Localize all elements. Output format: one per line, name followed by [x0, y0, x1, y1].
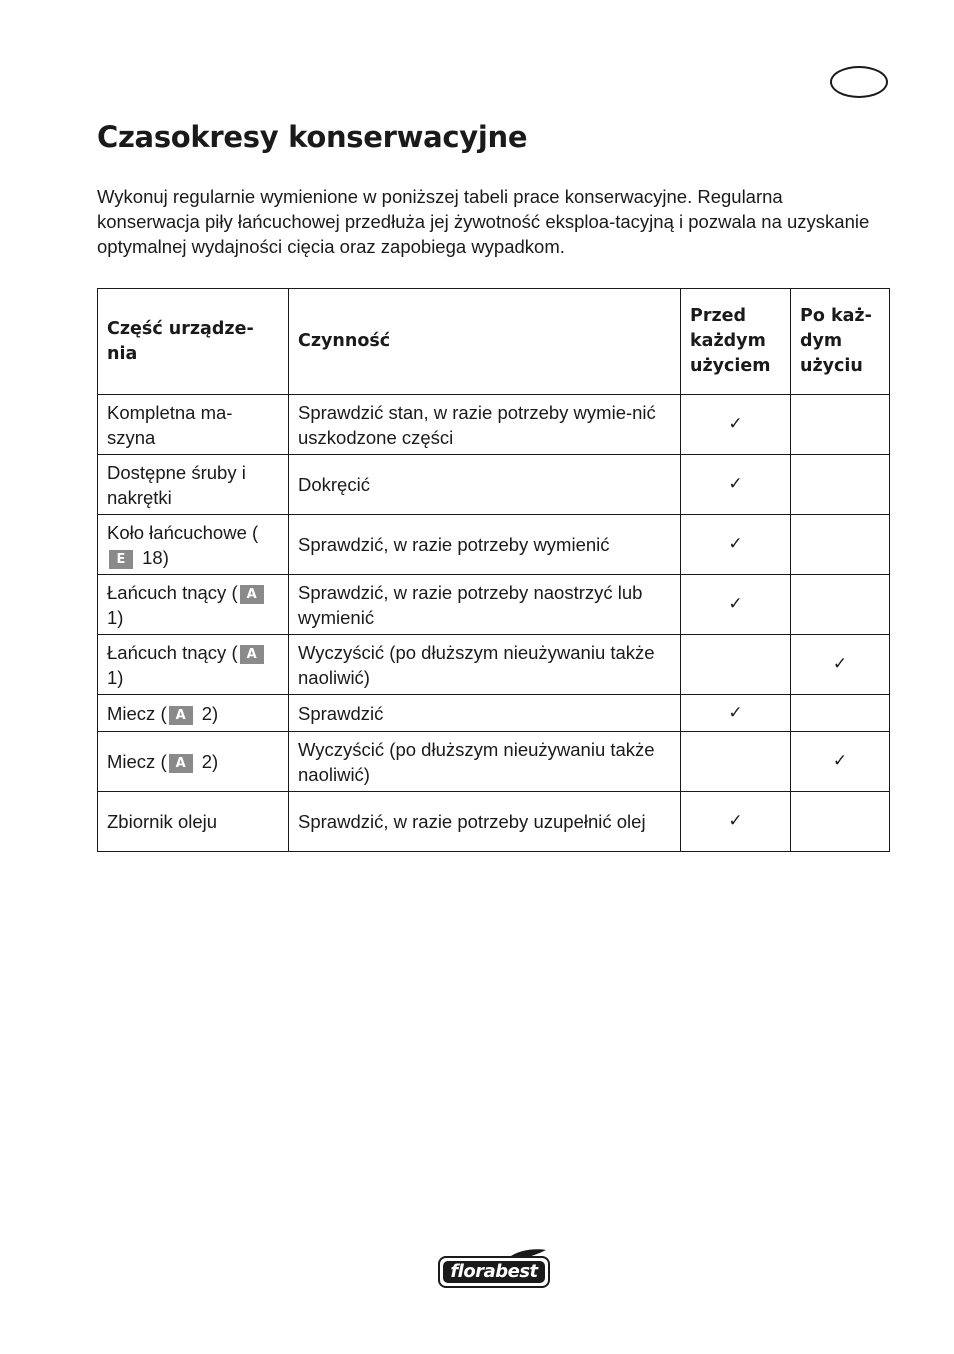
figure-badge: A — [240, 585, 264, 604]
part-label: Dostępne śruby i nakrętki — [107, 461, 246, 508]
figure-badge: A — [169, 706, 193, 725]
before-use-check-icon: ✓ — [681, 395, 791, 455]
part-cell — [98, 395, 289, 455]
after-use-check-icon: ✓ — [791, 732, 890, 792]
part-cell — [98, 635, 289, 695]
page-title: Czasokresy konserwacyjne — [97, 120, 528, 154]
florabest-logo — [438, 1248, 550, 1290]
table-row — [98, 732, 890, 792]
table-header-row — [98, 289, 890, 395]
part-cell — [98, 695, 289, 732]
part-figure-ref: 1) — [107, 666, 124, 688]
part-figure-ref: 2) — [196, 702, 219, 724]
part-label: Zbiornik oleju — [107, 811, 218, 832]
table-row — [98, 792, 890, 852]
table-row — [98, 395, 890, 455]
part-cell — [98, 792, 289, 852]
action-cell: Wyczyścić (po dłuższym nieużywaniu także naoliwić) — [289, 635, 681, 695]
header-after-each-use: Po każ-dym użyciu — [791, 289, 890, 395]
figure-badge: A — [240, 645, 264, 664]
part-label: Łańcuch tnący ( — [107, 641, 238, 663]
part-label: Kompletna ma-szyna — [107, 401, 233, 448]
action-cell: Sprawdzić, w razie potrzeby uzupełnić olej — [289, 792, 681, 852]
action-cell: Wyczyścić (po dłuższym nieużywaniu także naoliwić) — [289, 732, 681, 792]
before-use-check-icon: ✓ — [681, 455, 791, 515]
table-row — [98, 695, 890, 732]
header-action: Czynność — [289, 289, 681, 395]
action-cell: Sprawdzić, w razie potrzeby wymienić — [289, 515, 681, 575]
part-cell — [98, 515, 289, 575]
table-row — [98, 575, 890, 635]
header-part: Część urządze-nia — [98, 289, 289, 395]
part-label: Miecz ( — [107, 751, 167, 772]
language-marker-oval — [830, 66, 888, 98]
table-row — [98, 515, 890, 575]
action-cell: Sprawdzić — [289, 695, 681, 732]
part-label: Łańcuch tnący ( — [107, 581, 238, 603]
after-use-check-icon — [791, 695, 890, 732]
part-cell — [98, 455, 289, 515]
part-label: Koło łańcuchowe ( — [107, 521, 259, 543]
after-use-check-icon — [791, 792, 890, 852]
before-use-check-icon — [681, 732, 791, 792]
part-cell — [98, 575, 289, 635]
after-use-check-icon — [791, 575, 890, 635]
part-figure-ref: 2) — [196, 751, 219, 772]
table-row — [98, 635, 890, 695]
part-cell — [98, 732, 289, 792]
part-figure-ref: 1) — [107, 606, 124, 628]
figure-badge: A — [169, 754, 193, 773]
after-use-check-icon — [791, 395, 890, 455]
part-figure-ref: 18) — [137, 546, 169, 568]
logo-text: florabest — [450, 1261, 538, 1282]
before-use-check-icon: ✓ — [681, 515, 791, 575]
after-use-check-icon — [791, 455, 890, 515]
before-use-check-icon: ✓ — [681, 792, 791, 852]
before-use-check-icon: ✓ — [681, 695, 791, 732]
maintenance-table — [97, 288, 890, 852]
before-use-check-icon: ✓ — [681, 575, 791, 635]
header-before-each-use: Przed każdym użyciem — [681, 289, 791, 395]
after-use-check-icon — [791, 515, 890, 575]
figure-badge: E — [109, 550, 133, 569]
part-label: Miecz ( — [107, 702, 167, 724]
after-use-check-icon: ✓ — [791, 635, 890, 695]
action-cell: Sprawdzić, w razie potrzeby naostrzyć lub wymienić — [289, 575, 681, 635]
intro-paragraph: Wykonuj regularnie wymienione w poniższej tabeli prace konserwacyjne. Regularna konserwacja piły łańcuchowej przedłuża jej żywotność eksploa-tacyjną i pozwala na uzyskanie optymalnej wydajności cięcia oraz zapobiega wypadkom. — [97, 186, 870, 257]
action-cell: Sprawdzić stan, w razie potrzeby wymie-nić uszkodzone części — [289, 395, 681, 455]
before-use-check-icon — [681, 635, 791, 695]
action-cell: Dokręcić — [289, 455, 681, 515]
table-row — [98, 455, 890, 515]
